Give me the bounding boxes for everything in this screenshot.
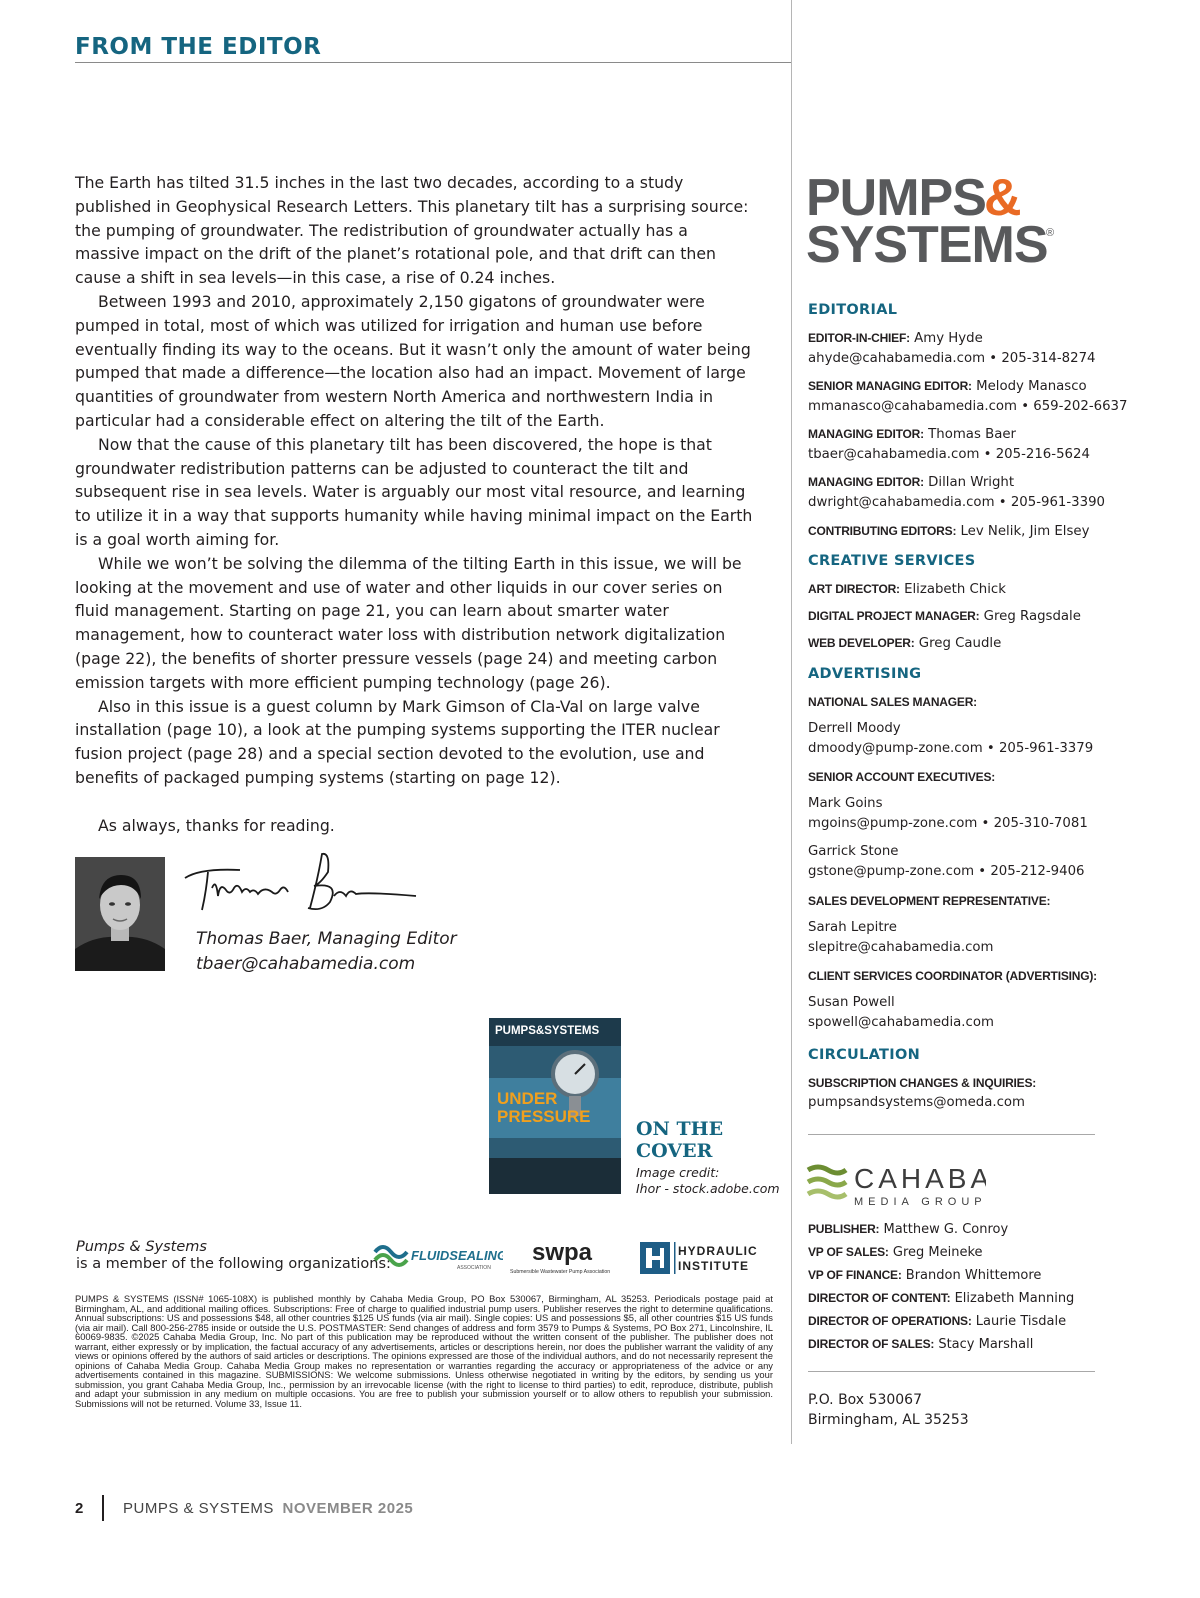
staff-entry [808,993,1138,1033]
staff-entry [808,424,1138,465]
staff-contact[interactable]: tbaer@cahabamedia.com • 205-216-5624 [808,447,1090,462]
editorial-body [75,171,755,838]
creative-section [808,553,1138,569]
staff-role: PUBLISHER: [808,1222,880,1236]
publisher-entry [808,1241,1138,1264]
cover-label-line2: COVER [636,1140,713,1162]
staff-role: EDITOR-IN-CHIEF: [808,331,910,345]
membership-line2: is a member of the following organizations: [76,1256,391,1272]
pumps-systems-wordmark [806,170,1066,270]
fluid-sealing-sub: ASSOCIATION [457,1265,491,1271]
staff-role: SALES DEVELOPMENT REPRESENTATIVE: [808,894,1051,908]
swpa-icon [508,1238,628,1278]
staff-role: MANAGING EDITOR: [808,475,924,489]
staff-name: Greg Caudle [918,636,1002,651]
logo-pumps: PUMPS [806,170,986,227]
address-line1: P.O. Box 530067 [808,1392,922,1408]
staff-role: SENIOR MANAGING EDITOR: [808,379,972,393]
staff-name: Thomas Baer [928,427,1017,442]
advertising-section [808,666,1138,682]
publisher-entry [808,1333,1138,1356]
staff-name: Greg Ragsdale [983,609,1081,624]
staff-role: MANAGING EDITOR: [808,427,924,441]
footer-divider [102,1495,104,1521]
address-line2: Birmingham, AL 35253 [808,1412,969,1428]
staff-role-line [808,692,1138,713]
staff-contact[interactable]: pumpsandsystems@omeda.com [808,1095,1025,1110]
staff-name: Matthew G. Conroy [883,1222,1009,1237]
closing-line: As always, thanks for reading. [98,815,335,835]
legal-notice: PUMPS & SYSTEMS (ISSN# 1065-108X) is published monthly by Cahaba Media Group, PO Box 530067, Birmingham, AL 35253. Periodicals postage paid at Birmingham, AL, and additional mailing offices. Subscriptions: Free of charge to qualified industrial pump users. Publisher reserves the right to determine qualifications. Annual subscriptions: US and possessions $48, all other countries $125 US funds (via air mail). Single copies: US and possessions $5, all other countries $15 US funds (via air mail). Call 800-256-2785 inside or outside the U.S. POSTMASTER: Send changes of address and form 3579 to Pumps & Systems, PO Box 271, Lincolnshire, IL 60069-9835. ©2025 Cahaba Media Group, Inc. No part of this publication may be reproduced without the written consent of the publisher. The publisher does not warrant, either expressly or by implication, the factual accuracy of any advertisements, articles or descriptions herein, nor does the publisher warrant the validity of any views or opinions offered by the authors of said articles or descriptions. The opinions expressed are those of the individual authors, and do not necessarily represent the opinions of Cahaba Media Group. Cahaba Media Group makes no representation or warranties regarding the accuracy or appropriateness of the advice or any advertisements contained in this magazine. SUBMISSIONS: We welcome submissions. Unless otherwise negotiated in writing by the editors, by sending us your submission, you grant Cahaba Media Group, Inc., permission by an irrevocable license (with the right to license to third parties) to edit, reproduce, distribute, publish and adapt your submission in any medium on multiple occasions. You are free to publish your submission yourself or to allow others to republish your submission. Submissions will not be returned. Volume 33, Issue 11. [75,1293,773,1409]
membership-statement [76,1239,391,1273]
staff-name: Mark Goins [808,796,883,811]
staff-entry [808,472,1138,513]
staff-contact[interactable]: dmoody@pump-zone.com • 205-961-3379 [808,741,1094,756]
mailing-address [808,1390,1138,1430]
paragraph-5: Also in this issue is a guest column by Mark Gimson of Cla-Val on large valve installation (page 10), a look at the pumping systems supporting the ITER nuclear fusion project (page 28) and a special section devoted to the evolution, use and benefits of packaged pumping systems (starting on page 12). [75,696,720,787]
staff-entry [808,842,1138,882]
editor-credit [196,927,457,977]
staff-entry [808,606,1138,627]
staff-role-line [808,767,1138,788]
staff-name: Stacy Marshall [938,1337,1034,1352]
circulation-heading: CIRCULATION [808,1047,921,1063]
staff-entry [808,633,1138,654]
staff-role-line [808,891,1138,912]
creative-heading: CREATIVE SERVICES [808,553,976,569]
logo-ampersand: & [984,170,1022,227]
staff-role-line [808,966,1138,987]
editor-name-title: Thomas Baer, Managing Editor [196,929,457,949]
staff-contact[interactable]: gstone@pump-zone.com • 205-212-9406 [808,864,1085,879]
staff-entry [808,1073,1138,1113]
sidebar-divider [808,1371,1095,1372]
staff-role: SENIOR ACCOUNT EXECUTIVES: [808,770,996,784]
staff-entry [808,376,1138,417]
editorial-section [808,302,1138,318]
staff-name: Amy Hyde [914,331,983,346]
paragraph-4: While we won’t be solving the dilemma of the tilting Earth in this issue, we will be looking at the movement and use of water and other liquids in our cover series on fluid management. Starting on page 21, you can learn about smarter water management, how to counteract water loss with distribution network digitalization (page 22), the benefits of shorter pressure vessels (page 24) and meeting carbon emission targets with more efficient pumping technology (page 26). [75,553,742,692]
staff-entry [808,328,1138,369]
staff-name: Susan Powell [808,995,895,1010]
publisher-entry [808,1287,1138,1310]
staff-role: NATIONAL SALES MANAGER: [808,695,977,709]
staff-name: Garrick Stone [808,844,899,859]
staff-name: Laurie Tisdale [975,1314,1067,1329]
swpa-name: swpa [532,1239,593,1266]
paragraph-2: Between 1993 and 2010, approximately 2,150 gigatons of groundwater were pumped in total, most of which was utilized for irrigation and human use before eventually finding its way to the oceans. But it wasn’t only the amount of water being pumped that made a difference—the location also had an impact. Movement of large quantities of groundwater from western North America and northwestern India in particular had a considerable effect on altering the tilt of the Earth. [75,291,751,430]
staff-role: SUBSCRIPTION CHANGES & INQUIRIES: [808,1076,1037,1090]
editorial-heading: EDITORIAL [808,302,898,318]
hi-line2: INSTITUTE [678,1259,749,1273]
editor-photo [75,857,165,971]
staff-role: VP OF FINANCE: [808,1268,902,1282]
footer-folio [123,1500,413,1517]
fluid-sealing-name: FLUIDSEALING [411,1248,503,1263]
staff-name: Derrell Moody [808,721,901,736]
staff-role: DIRECTOR OF SALES: [808,1337,935,1351]
signature-image [180,848,425,920]
staff-role: CLIENT SERVICES COORDINATOR (ADVERTISING): [808,969,1097,983]
title-rule [75,62,792,63]
footer-publication: PUMPS & SYSTEMS [123,1500,274,1517]
page-number: 2 [75,1500,84,1517]
staff-entry [808,918,1138,958]
cover-image-credit [636,1165,780,1197]
fluid-sealing-icon [373,1238,503,1278]
cahaba-logo-icon [806,1160,986,1208]
hydraulic-institute-icon [638,1238,770,1278]
staff-contact[interactable]: mmanasco@cahabamedia.com • 659-202-6637 [808,399,1128,414]
cover-credit-line2: Ihor - stock.adobe.com [636,1181,780,1196]
staff-name: Greg Meineke [892,1245,983,1260]
publisher-entry [808,1218,1138,1241]
staff-name: Brandon Whittemore [905,1268,1042,1283]
publisher-entry [808,1264,1138,1287]
membership-line1: Pumps & Systems [76,1239,207,1255]
sidebar-divider [808,1134,1095,1135]
cover-headline-1: UNDER [497,1089,558,1108]
staff-name: Sarah Lepitre [808,920,897,935]
paragraph-3: Now that the cause of this planetary tilt has been discovered, the hope is that groundwater redistribution patterns can be adjusted to counteract the tilt and subsequent rise in sea levels. Water is arguably our most vital resource, and learning to utilize it in a way that supports humanity while having minimal impact on the Earth is a goal worth aiming for. [75,434,753,549]
staff-contact[interactable]: mgoins@pump-zone.com • 205-310-7081 [808,816,1088,831]
swpa-logo [508,1238,628,1278]
staff-contact[interactable]: slepitre@cahabamedia.com [808,940,994,955]
staff-name: Melody Manasco [976,379,1087,394]
staff-name: Elizabeth Manning [954,1291,1075,1306]
swpa-sub: Submersible Wastewater Pump Association [510,1269,611,1275]
cahaba-name: CAHABA [854,1163,986,1194]
hydraulic-institute-logo [638,1238,770,1278]
cover-thumbnail [489,1018,621,1194]
cover-masthead: PUMPS&SYSTEMS [495,1025,600,1037]
staff-contact[interactable]: spowell@cahabamedia.com [808,1015,994,1030]
staff-entry [808,579,1138,600]
cahaba-media-group-logo [806,1160,986,1208]
pumps-systems-logo [806,170,1066,270]
publisher-entry [808,1310,1138,1333]
staff-name: Lev Nelik, Jim Elsey [960,524,1090,539]
logo-registered: ® [1046,227,1055,239]
circulation-section [808,1047,1138,1063]
staff-role: DIGITAL PROJECT MANAGER: [808,609,980,623]
staff-role: CONTRIBUTING EDITORS: [808,524,957,538]
staff-entry [808,794,1138,834]
editor-portrait-image [75,857,165,971]
staff-name: Dillan Wright [928,475,1015,490]
staff-entry [808,719,1138,759]
editor-email[interactable]: tbaer@cahabamedia.com [196,954,416,974]
logo-systems: SYSTEMS [806,216,1048,270]
staff-contact[interactable]: ahyde@cahabamedia.com • 205-314-8274 [808,351,1096,366]
advertising-heading: ADVERTISING [808,666,922,682]
editor-signature [180,848,425,920]
cover-credit-line1: Image credit: [636,1165,720,1180]
section-title: FROM THE EDITOR [75,34,322,60]
staff-role: DIRECTOR OF OPERATIONS: [808,1314,972,1328]
staff-role: ART DIRECTOR: [808,582,900,596]
staff-entry [808,521,1138,542]
hi-line1: HYDRAULIC [678,1244,758,1258]
cahaba-subname: MEDIA GROUP [854,1196,986,1208]
on-the-cover-label [636,1118,723,1162]
staff-name: Elizabeth Chick [904,582,1006,597]
staff-role: DIRECTOR OF CONTENT: [808,1291,951,1305]
column-divider [791,0,792,1444]
footer-issue: NOVEMBER 2025 [282,1500,414,1517]
staff-contact[interactable]: dwright@cahabamedia.com • 205-961-3390 [808,495,1106,510]
staff-role: VP OF SALES: [808,1245,889,1259]
cover-headline-2: PRESSURE [497,1107,591,1126]
cover-image [489,1018,621,1194]
cover-label-line1: ON THE [636,1118,724,1140]
staff-role: WEB DEVELOPER: [808,636,915,650]
fluid-sealing-logo [373,1238,503,1278]
paragraph-1: The Earth has tilted 31.5 inches in the last two decades, according to a study published in Geophysical Research Letters. This planetary tilt has a surprising source: the pumping of groundwater. The redistribution of groundwater actually has a massive impact on the drift of the planet’s rotational pole, and that drift can then cause a shift in sea levels—in this case, a rise of 0.24 inches. [75,173,749,288]
